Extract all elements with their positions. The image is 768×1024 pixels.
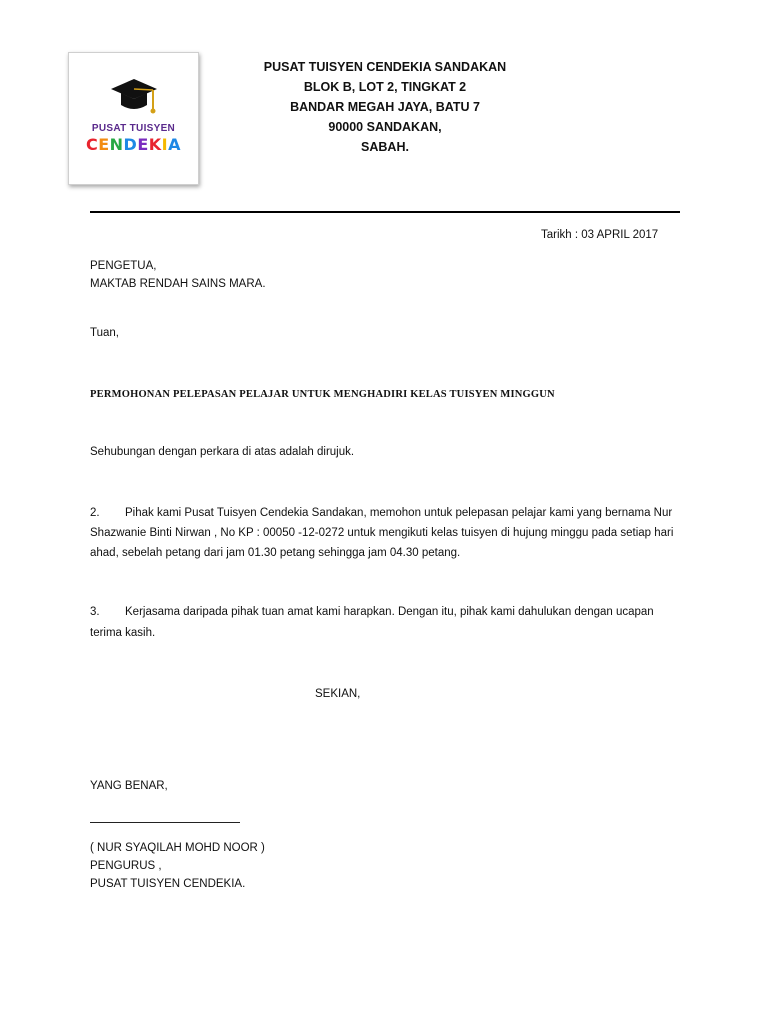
logo-letter: K xyxy=(148,135,162,154)
paragraph-2-line-2: Shazwanie Binti Nirwan , No KP : 00050 -12-0272 untuk mengikuti kelas tuisyen di hujung minggu pada setiap hari xyxy=(90,527,674,539)
logo-letter: D xyxy=(123,135,138,154)
signer-organization: PUSAT TUISYEN CENDEKIA. xyxy=(90,878,246,890)
logo-letter: A xyxy=(168,135,182,154)
org-name: PUSAT TUISYEN CENDEKIA SANDAKAN xyxy=(263,60,507,74)
yours-faithfully: YANG BENAR, xyxy=(90,780,168,792)
paragraph-3-line-1: Kerjasama daripada pihak tuan amat kami harapkan. Dengan itu, pihak kami dahulukan dengan ucapan xyxy=(125,606,654,618)
paragraph-2-line-1: Pihak kami Pusat Tuisyen Cendekia Sandakan, memohon untuk pelepasan pelajar kami yang bernama Nur xyxy=(125,507,673,519)
letter-subject: PERMOHONAN PELEPASAN PELAJAR UNTUK MENGHADIRI KELAS TUISYEN MINGGUN xyxy=(90,389,555,400)
address-line-2: BANDAR MEGAH JAYA, BATU 7 xyxy=(290,100,480,114)
company-logo xyxy=(68,52,199,185)
logo-letter: I xyxy=(161,135,169,154)
logo-letter: E xyxy=(137,135,149,154)
paragraph-2-number: 2. xyxy=(90,507,100,519)
graduation-cap-icon xyxy=(107,75,161,119)
paragraph-1: Sehubungan dengan perkara di atas adalah dirujuk. xyxy=(90,446,355,458)
recipient-institution: MAKTAB RENDAH SAINS MARA. xyxy=(90,278,266,290)
logo-text-top: PUSAT TUISYEN xyxy=(91,123,176,134)
recipient-title: PENGETUA, xyxy=(90,260,157,272)
logo-text-brand xyxy=(69,135,198,154)
logo-letter: C xyxy=(85,135,99,154)
header-divider xyxy=(90,211,680,213)
paragraph-3-number: 3. xyxy=(90,606,100,618)
address-line-3: 90000 SANDAKAN, xyxy=(328,120,442,134)
signer-title: PENGURUS , xyxy=(90,860,162,872)
address-line-4: SABAH. xyxy=(361,140,409,154)
closing: SEKIAN, xyxy=(315,688,361,700)
paragraph-3-line-2: terima kasih. xyxy=(90,627,156,639)
logo-letter: N xyxy=(109,135,124,154)
paragraph-2-line-3: ahad, sebelah petang dari jam 01.30 petang sehingga jam 04.30 petang. xyxy=(90,547,461,559)
signature-line xyxy=(90,822,240,823)
signer-name: ( NUR SYAQILAH MOHD NOOR ) xyxy=(90,842,265,854)
address-line-1: BLOK B, LOT 2, TINGKAT 2 xyxy=(303,80,467,94)
salutation: Tuan, xyxy=(90,327,119,339)
letter-date: Tarikh : 03 APRIL 2017 xyxy=(541,229,659,241)
logo-letter: E xyxy=(98,135,110,154)
